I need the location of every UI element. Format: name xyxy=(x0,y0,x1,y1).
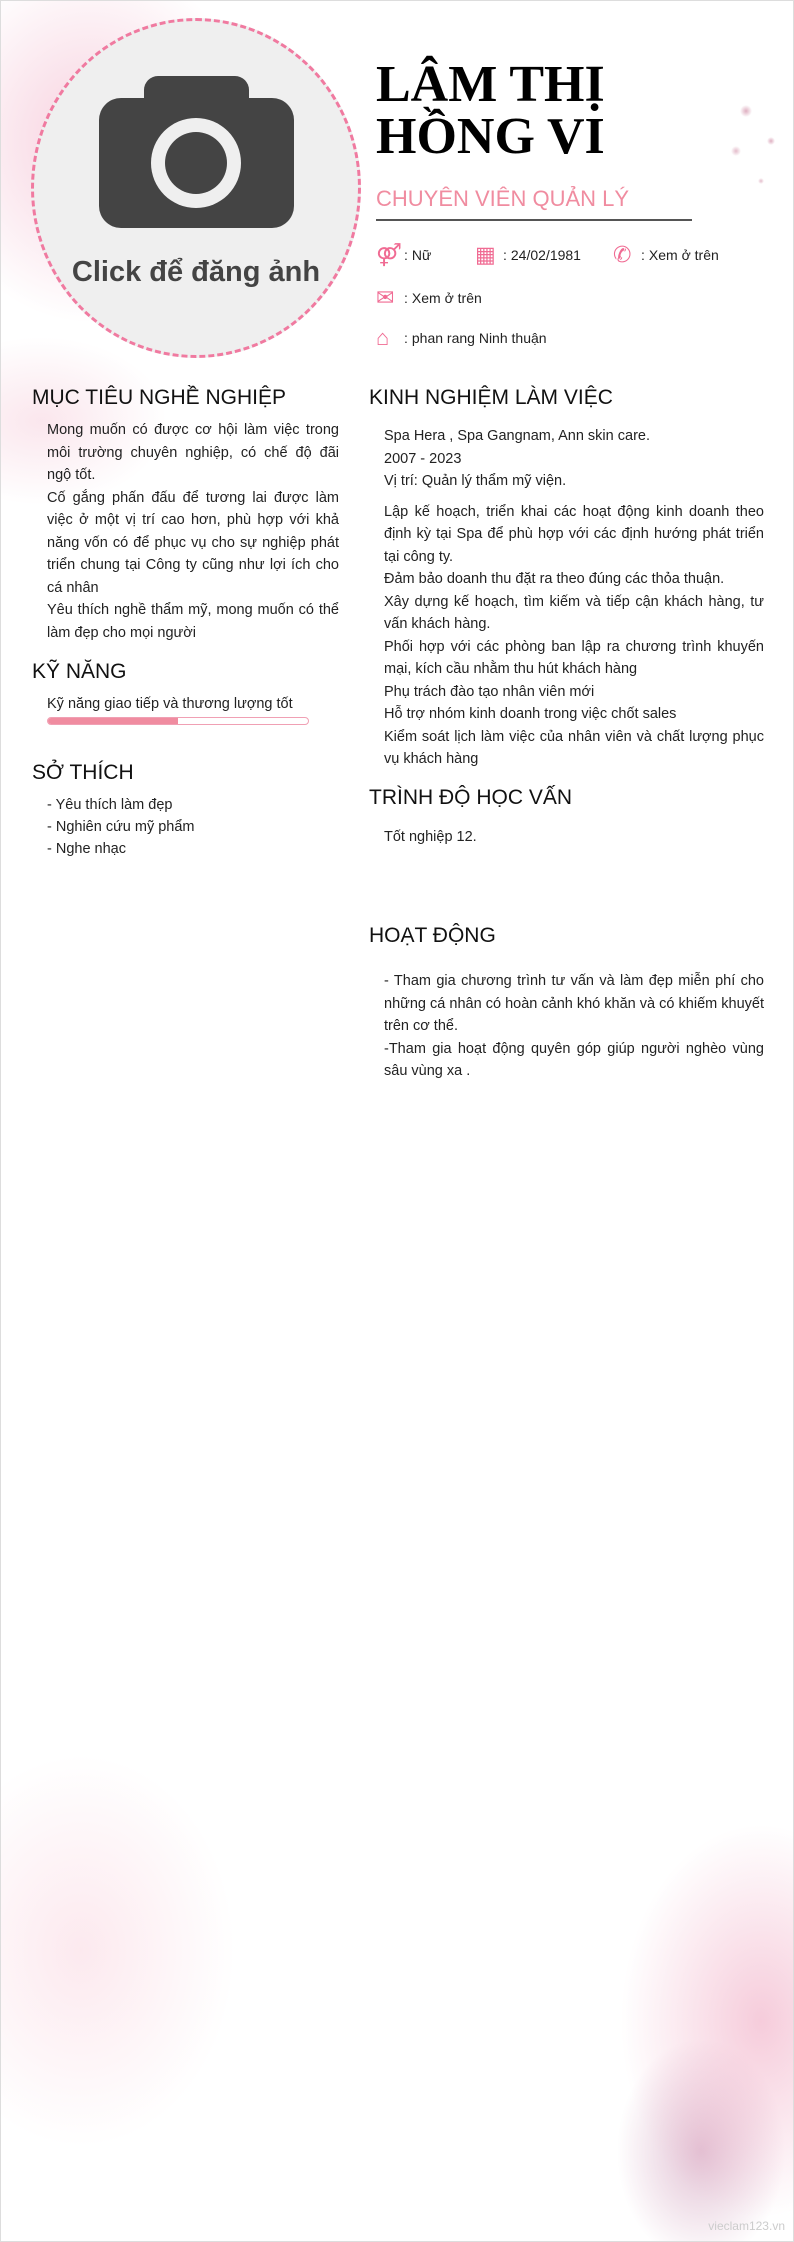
experience-duty: Hỗ trợ nhóm kinh doanh trong việc chốt sales xyxy=(384,706,677,722)
skills-heading: KỸ NĂNG xyxy=(32,660,127,683)
skill-level-bar xyxy=(47,717,309,725)
calendar-icon: ▦ xyxy=(475,242,496,267)
activity-item: - Tham gia chương trình tư vấn và làm đẹp miễn phí cho những cá nhân có hoàn cảnh khó khăn và có khiếm khuyết trên cơ thể. xyxy=(384,973,764,1034)
photo-upload[interactable] xyxy=(31,18,361,358)
camera-icon xyxy=(99,98,294,228)
contact-gender: ⚤ : Nữ xyxy=(376,242,432,267)
hobby-item: - Nghe nhạc xyxy=(47,841,126,857)
experience-company: Spa Hera , Spa Gangnam, Ann skin care. xyxy=(384,428,650,444)
activity-item: -Tham gia hoạt động quyên góp giúp người nghèo vùng sâu vùng xa . xyxy=(384,1040,764,1079)
hobbies-heading: SỞ THÍCH xyxy=(32,761,134,784)
envelope-icon: ✉ xyxy=(376,285,395,310)
watermark: vieclam123.vn xyxy=(708,2219,785,2233)
activities-list xyxy=(384,970,764,1083)
hobby-item: - Yêu thích làm đẹp xyxy=(47,797,173,813)
objective-heading: MỤC TIÊU NGHỀ NGHIỆP xyxy=(32,386,286,409)
experience-duty: Kiểm soát lịch làm việc của nhân viên và chất lượng phục vụ khách hàng xyxy=(384,728,764,767)
skill-name: Kỹ năng giao tiếp và thương lượng tốt xyxy=(47,696,293,712)
objective-paragraph: Yêu thích nghề thẩm mỹ, mong muốn có thể làm đẹp cho mọi người xyxy=(47,602,339,641)
phone-value: Xem ở trên xyxy=(648,247,719,263)
skill-level-fill xyxy=(48,718,178,724)
experience-details xyxy=(384,425,764,771)
divider xyxy=(376,219,692,221)
experience-duty: Đảm bảo doanh thu đặt ra theo đúng các thỏa thuận. xyxy=(384,571,725,587)
email-value: Xem ở trên xyxy=(411,290,482,306)
job-title: CHUYÊN VIÊN QUẢN LÝ xyxy=(376,186,630,211)
birthday-value: 24/02/1981 xyxy=(510,247,581,263)
photo-upload-label: Click để đăng ảnh xyxy=(71,255,321,288)
gender-icon: ⚤ xyxy=(376,242,402,267)
activities-heading: HOẠT ĐỘNG xyxy=(369,924,496,947)
hobbies-list xyxy=(47,794,195,860)
contact-birthday: ▦ : 24/02/1981 xyxy=(475,242,581,267)
experience-duty: Phối hợp với các phòng ban lập ra chương trình khuyến mại, kích cầu nhằm thu hút khách hàng xyxy=(384,638,764,677)
contact-phone: ✆ : Xem ở trên xyxy=(613,242,719,267)
objective-text xyxy=(47,419,339,644)
experience-duty: Lập kế hoạch, triển khai các hoạt động kinh doanh theo định kỳ tại Spa để phù hợp với các định hướng phát triển tại công ty. xyxy=(384,503,764,565)
objective-paragraph: Cố gắng phấn đấu để tương lai được làm việc ở một vị trí cao hơn, phù hợp với khả năng vốn có để phục vụ cho sự nghiệp phát triển chung tại Công ty cũng như lợi ích cho cá nhân xyxy=(47,489,339,596)
experience-heading: KINH NGHIỆM LÀM VIỆC xyxy=(369,386,613,409)
education-heading: TRÌNH ĐỘ HỌC VẤN xyxy=(369,786,573,809)
objective-paragraph: Mong muốn có được cơ hội làm việc trong môi trường chuyên nghiệp, có chế độ đãi ngộ tốt. xyxy=(47,422,339,483)
phone-icon: ✆ xyxy=(613,242,632,267)
experience-position: Vị trí: Quản lý thẩm mỹ viện. xyxy=(384,473,567,489)
gender-value: Nữ xyxy=(411,247,432,263)
contact-email: ✉ : Xem ở trên xyxy=(376,285,482,310)
experience-period: 2007 - 2023 xyxy=(384,450,462,467)
home-icon: ⌂ xyxy=(376,325,390,350)
education-text: Tốt nghiệp 12. xyxy=(384,829,477,845)
experience-duty: Xây dựng kế hoạch, tìm kiếm và tiếp cận khách hàng, tư vấn khách hàng. xyxy=(384,593,764,632)
contact-address: ⌂ : phan rang Ninh thuận xyxy=(376,325,547,350)
experience-duty: Phụ trách đào tạo nhân viên mới xyxy=(384,683,595,700)
hobby-item: - Nghiên cứu mỹ phẩm xyxy=(47,819,195,835)
address-value: phan rang Ninh thuận xyxy=(411,330,547,346)
candidate-name: LÂM THỊ HỒNG VI xyxy=(376,56,605,165)
